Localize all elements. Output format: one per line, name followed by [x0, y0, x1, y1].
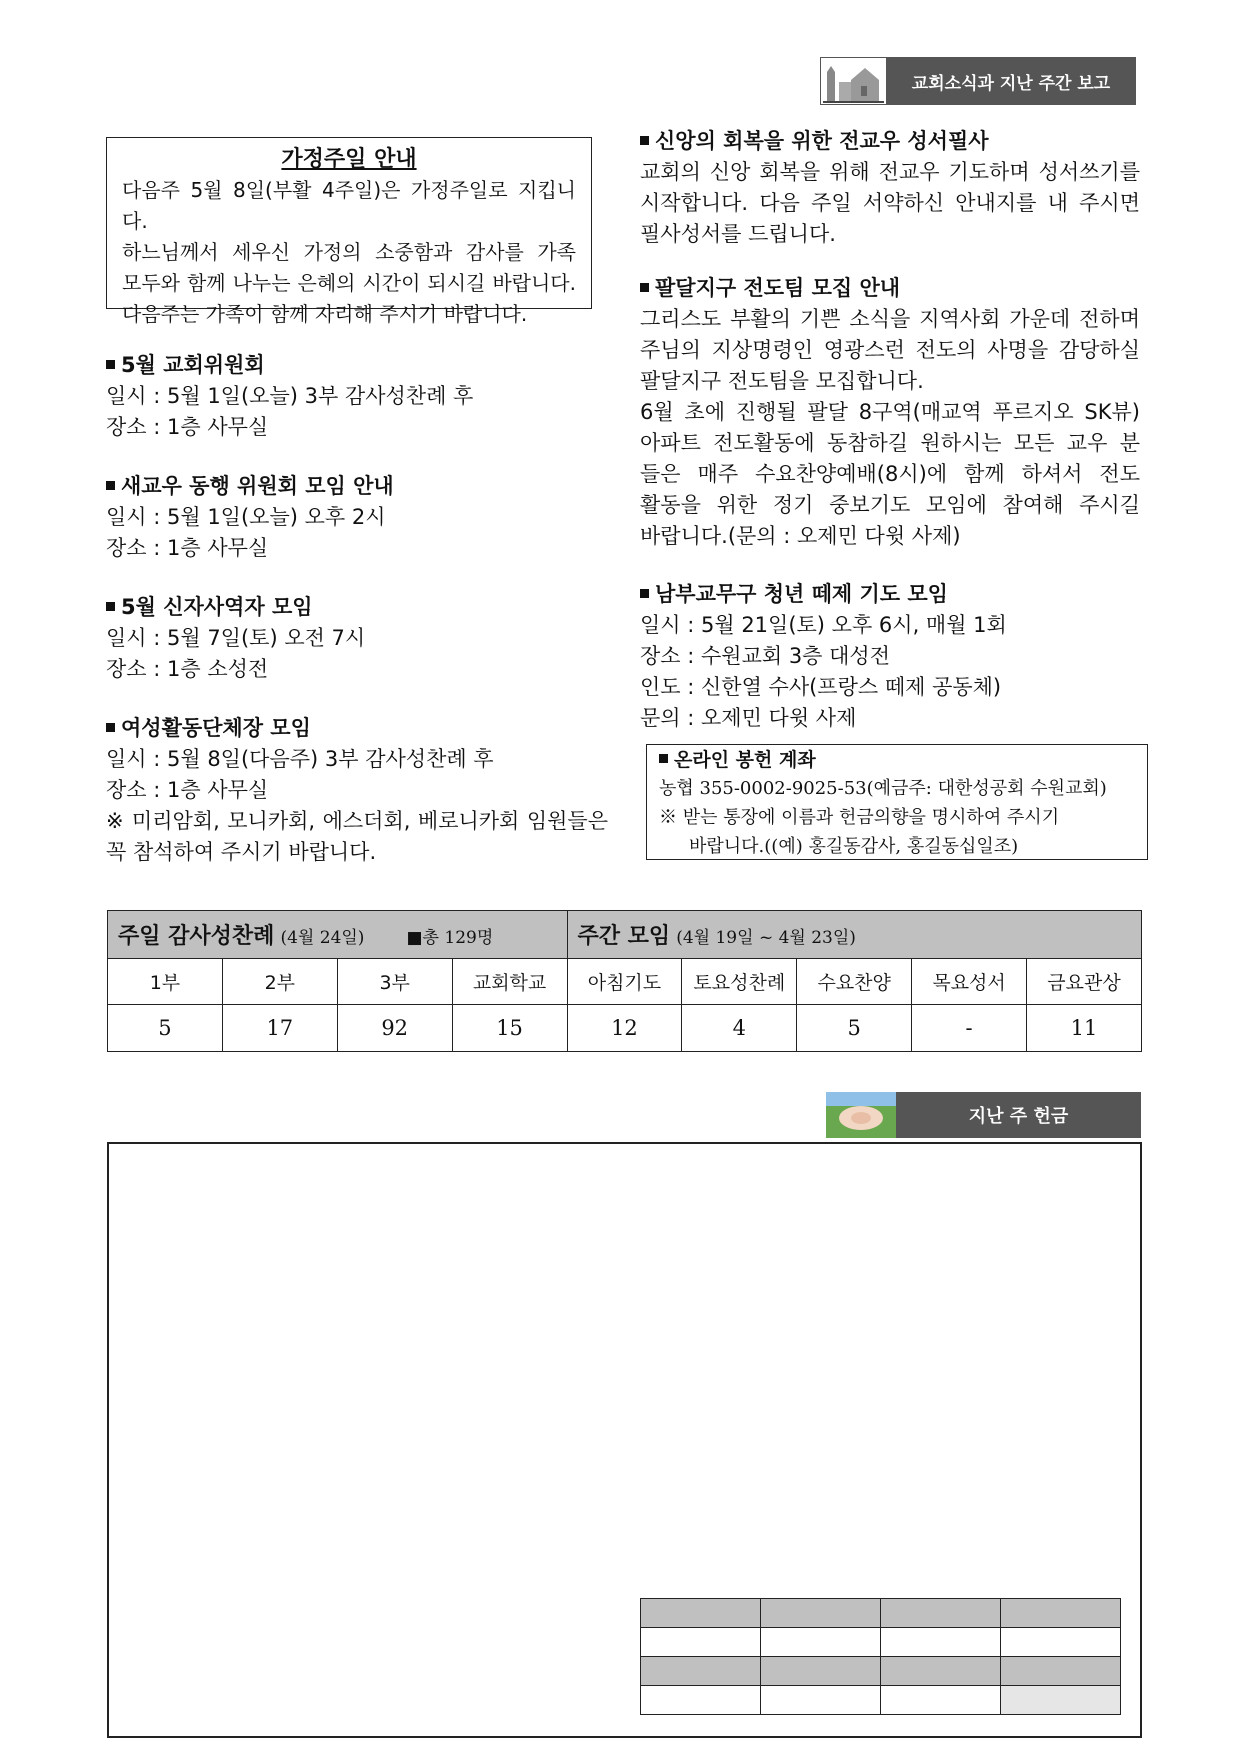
family-sunday-line: 하느님께서 세우신 가정의 소중함과 감사를 가족: [122, 240, 576, 264]
notice-title: 팔달지구 전도팀 모집 안내: [640, 273, 1140, 304]
table-cell: 토요성찬례: [682, 959, 797, 1005]
notice-line: 일시 : 5월 7일(토) 오전 7시: [106, 626, 366, 650]
notice-title: 5월 교회위원회: [106, 350, 606, 381]
hands-image: [826, 1092, 896, 1138]
church-building-image: [821, 58, 887, 104]
notice-line: ※ 미리암회, 모니카회, 에스더회, 베로니카회 임원들은: [106, 809, 608, 833]
notice-bible-copying: [640, 126, 1140, 250]
notice-line: 인도 : 신한열 수사(프랑스 떼제 공동체): [640, 675, 1002, 699]
table-cell: 수요찬양: [797, 959, 912, 1005]
notice-title: 남부교무구 청년 떼제 기도 모임: [640, 579, 1140, 610]
notice-line: 바랍니다.(문의 : 오제민 다윗 사제): [640, 524, 961, 548]
table-row: [641, 1628, 1121, 1657]
attendance-total: ■총 129명: [406, 928, 494, 948]
table-cell: 1부: [108, 959, 223, 1005]
table-cell: 11: [1027, 1005, 1142, 1052]
online-account-box: [646, 744, 1148, 860]
notice-line: 들은 매주 수요찬양예배(8시)에 함께 하셔서 전도: [640, 462, 1140, 486]
notice-title: 새교우 동행 위원회 모임 안내: [106, 471, 606, 502]
table-cell: 15: [452, 1005, 567, 1052]
table-row: [641, 1657, 1121, 1686]
notice-line: 장소 : 1층 사무실: [106, 778, 269, 802]
notice-line: 6월 초에 진행될 팔달 8구역(매교역 푸르지오 SK뷰): [640, 400, 1140, 424]
notice-line: 일시 : 5월 8일(다음주) 3부 감사성찬례 후: [106, 747, 494, 771]
notice-line: 활동을 위한 정기 중보기도 모임에 참여해 주시길: [640, 493, 1140, 517]
account-note-line: ※ 받는 통장에 이름과 헌금의향을 명시하여 주시기: [659, 807, 1060, 828]
table-cell: 12: [567, 1005, 682, 1052]
offering-summary-table: [640, 1598, 1121, 1715]
account-number-line: 농협 355-0002-9025-53(예금주: 대한성공회 수원교회): [659, 778, 1107, 799]
attendance-header-row: [108, 911, 1142, 959]
table-cell: 17: [222, 1005, 337, 1052]
table-cell: 3부: [337, 959, 452, 1005]
notice-line: 시작합니다. 다음 주일 서약하신 안내지를 내 주시면: [640, 191, 1140, 215]
notice-line: 일시 : 5월 1일(오늘) 오후 2시: [106, 505, 386, 529]
table-cell: 금요관상: [1027, 959, 1142, 1005]
table-cell: 아침기도: [567, 959, 682, 1005]
notice-taize-prayer: [640, 579, 1140, 734]
family-sunday-box: [106, 137, 592, 326]
table-cell: 2부: [222, 959, 337, 1005]
attendance-values-row: [108, 1005, 1142, 1052]
offering-header-label: 지난 주 헌금: [896, 1092, 1141, 1138]
family-sunday-line: 다음주 5월 8일(부활 4주일)은 가정주일로 지킵니다.: [122, 178, 576, 233]
online-account-title: 온라인 봉헌 계좌: [659, 747, 1135, 774]
table-cell: 목요성서: [912, 959, 1027, 1005]
notice-lay-minister: [106, 592, 606, 685]
table-cell: 5: [797, 1005, 912, 1052]
notice-line: 문의 : 오제민 다윗 사제: [640, 706, 857, 730]
notice-line: 장소 : 1층 소성전: [106, 657, 269, 681]
sunday-service-header: 주일 감사성찬례 (4월 24일) ■총 129명: [108, 911, 568, 959]
notice-line: 일시 : 5월 1일(오늘) 3부 감사성찬례 후: [106, 384, 474, 408]
table-row: [641, 1686, 1121, 1715]
notice-title: 5월 신자사역자 모임: [106, 592, 606, 623]
weekly-meetings-header: 주간 모임 (4월 19일 ~ 4월 23일): [567, 911, 1142, 959]
family-sunday-line: 모두와 함께 나누는 은혜의 시간이 되시길 바랍니다.: [122, 271, 576, 295]
table-cell: 교회학교: [452, 959, 567, 1005]
notice-line: 꼭 참석하여 주시기 바랍니다.: [106, 840, 377, 864]
table-cell: 4: [682, 1005, 797, 1052]
notice-line: 그리스도 부활의 기쁜 소식을 지역사회 가운데 전하며: [640, 307, 1140, 331]
notice-women-leaders: [106, 713, 608, 868]
section-header-label: 교회소식과 지난 주간 보고: [887, 58, 1135, 104]
attendance-table: [107, 910, 1142, 1052]
table-cell: -: [912, 1005, 1027, 1052]
offering-header-tag: [826, 1092, 1141, 1138]
account-note-line: 바랍니다.((예) 홍길동감사, 홍길동십일조): [689, 836, 1019, 857]
table-cell: 5: [108, 1005, 223, 1052]
notice-line: 아파트 전도활동에 동참하길 원하시는 모든 교우 분: [640, 431, 1140, 455]
attendance-labels-row: [108, 959, 1142, 1005]
family-sunday-title: 가정주일 안내: [281, 147, 417, 172]
notice-evangelism-team: [640, 273, 1140, 552]
table-row: [641, 1599, 1121, 1628]
notice-committee: [106, 350, 606, 443]
section-header-tag: [820, 57, 1136, 105]
notice-line: 팔달지구 전도팀을 모집합니다.: [640, 369, 924, 393]
notice-title: 여성활동단체장 모임: [106, 713, 608, 744]
notice-line: 장소 : 1층 사무실: [106, 536, 269, 560]
table-cell: 92: [337, 1005, 452, 1052]
notice-line: 장소 : 수원교회 3층 대성전: [640, 644, 890, 668]
notice-newcomer-committee: [106, 471, 606, 564]
notice-title: 신앙의 회복을 위한 전교우 성서필사: [640, 126, 1140, 157]
notice-line: 교회의 신앙 회복을 위해 전교우 기도하며 성서쓰기를: [640, 160, 1140, 184]
notice-line: 일시 : 5월 21일(토) 오후 6시, 매월 1회: [640, 613, 1007, 637]
notice-line: 장소 : 1층 사무실: [106, 415, 269, 439]
family-sunday-line: 다음주는 가족이 함께 자리해 주시기 바랍니다.: [122, 302, 528, 326]
notice-line: 주님의 지상명령인 영광스런 전도의 사명을 감당하실: [640, 338, 1140, 362]
notice-line: 필사성서를 드립니다.: [640, 222, 836, 246]
